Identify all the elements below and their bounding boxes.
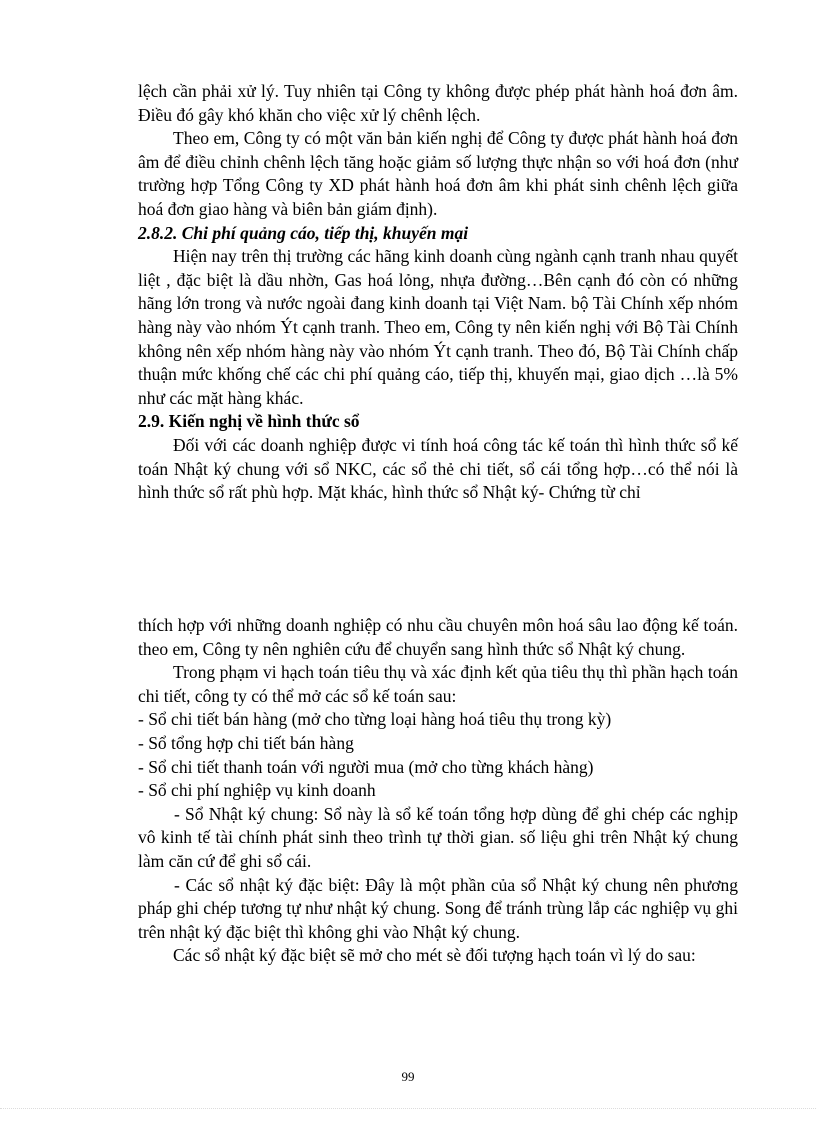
paragraph: - Các sổ nhật ký đặc biệt: Đây là một phần của sổ Nhật ký chung nên phương pháp ghi chép tương tự như nhật ký chung. Song để tránh trùng lắp các nghiệp vụ ghi trên nhật ký đặc biệt thì không ghi vào Nhật ký chung.: [138, 874, 738, 942]
paragraph: Các sổ nhật ký đặc biệt sẽ mở cho mét sè đối tượng hạch toán vì lý do sau:: [173, 945, 696, 966]
list-item: - Sổ chi tiết thanh toán với người mua (mở cho từng khách hàng): [138, 756, 594, 777]
paragraph: Hiện nay trên thị trường các hãng kinh doanh cùng ngành cạnh tranh nhau quyết liệt , đặc biệt là dầu nhờn, Gas hoá lỏng, nhựa đường…Bên cạnh đó còn có những hãng lớn trong và nước ngoài đang kinh doanh tại Việt Nam. bộ Tài Chính xếp nhóm hàng này vào nhóm Ýt cạnh tranh. Theo em, Công ty nên kiến nghị với Bộ Tài Chính không nên xếp nhóm hàng này vào nhóm Ýt cạnh tranh. Theo đó, Bộ Tài Chính chấp thuận mức khống chế các chi phí quảng cáo, tiếp thị, khuyến mại, giao dịch …là 5% như các mặt hàng khác.: [138, 246, 738, 408]
section-heading: 2.8.2. Chi phí quảng cáo, tiếp thị, khuyến mại: [138, 222, 469, 243]
paragraph: Trong phạm vi hạch toán tiêu thụ và xác định kết qủa tiêu thụ thì phần hạch toán chi tiết, công ty có thể mở các sổ kế toán sau:: [138, 662, 738, 706]
section-heading: 2.9. Kiến nghị về hình thức sổ: [138, 411, 360, 432]
text-block-top: [138, 80, 738, 505]
list-item: - Sổ tổng hợp chi tiết bán hàng: [138, 732, 354, 753]
paragraph: lệch cần phải xử lý. Tuy nhiên tại Công ty không được phép phát hành hoá đơn âm. Điều đó gây khó khăn cho việc xử lý chênh lệch.: [138, 81, 738, 125]
list-item: - Sổ chi phí nghiệp vụ kinh doanh: [138, 780, 376, 801]
page-bottom-divider: [0, 1108, 816, 1109]
list-item: - Sổ chi tiết bán hàng (mở cho từng loại hàng hoá tiêu thụ trong kỳ): [138, 709, 612, 730]
paragraph: Đối với các doanh nghiệp được vi tính hoá công tác kế toán thì hình thức sổ kế toán Nhật ký chung với sổ NKC, các sổ thẻ chi tiết, sổ cái tổng hợp…có thể nói là hình thức sổ rất phù hợp. Mặt khác, hình thức sổ Nhật ký- Chứng từ chỉ: [138, 434, 738, 503]
paragraph: Theo em, Công ty có một văn bản kiến nghị để Công ty được phát hành hoá đơn âm để điều chỉnh chênh lệch tăng hoặc giảm số lượng thực nhận so với hoá đơn (như trường hợp Tổng Công ty XD phát hành hoá đơn âm khi phát sinh chênh lệch giữa hoá đơn giao hàng và biên bản giám định).: [138, 128, 738, 219]
paragraph: - Sổ Nhật ký chung: Sổ này là sổ kế toán tổng hợp dùng để ghi chép các nghịp vô kinh tế tài chính phát sinh theo trình tự thời gian. số liệu ghi trên Nhật ký chung làm căn cứ để ghi sổ cái.: [138, 803, 738, 871]
page-number: 99: [401, 1069, 415, 1084]
paragraph: thích hợp với những doanh nghiệp có nhu cầu chuyên môn hoá sâu lao động kế toán. theo em, Công ty nên nghiên cứu để chuyển sang hình thức sổ Nhật ký chung.: [138, 615, 738, 659]
text-block-bottom: [138, 614, 738, 968]
